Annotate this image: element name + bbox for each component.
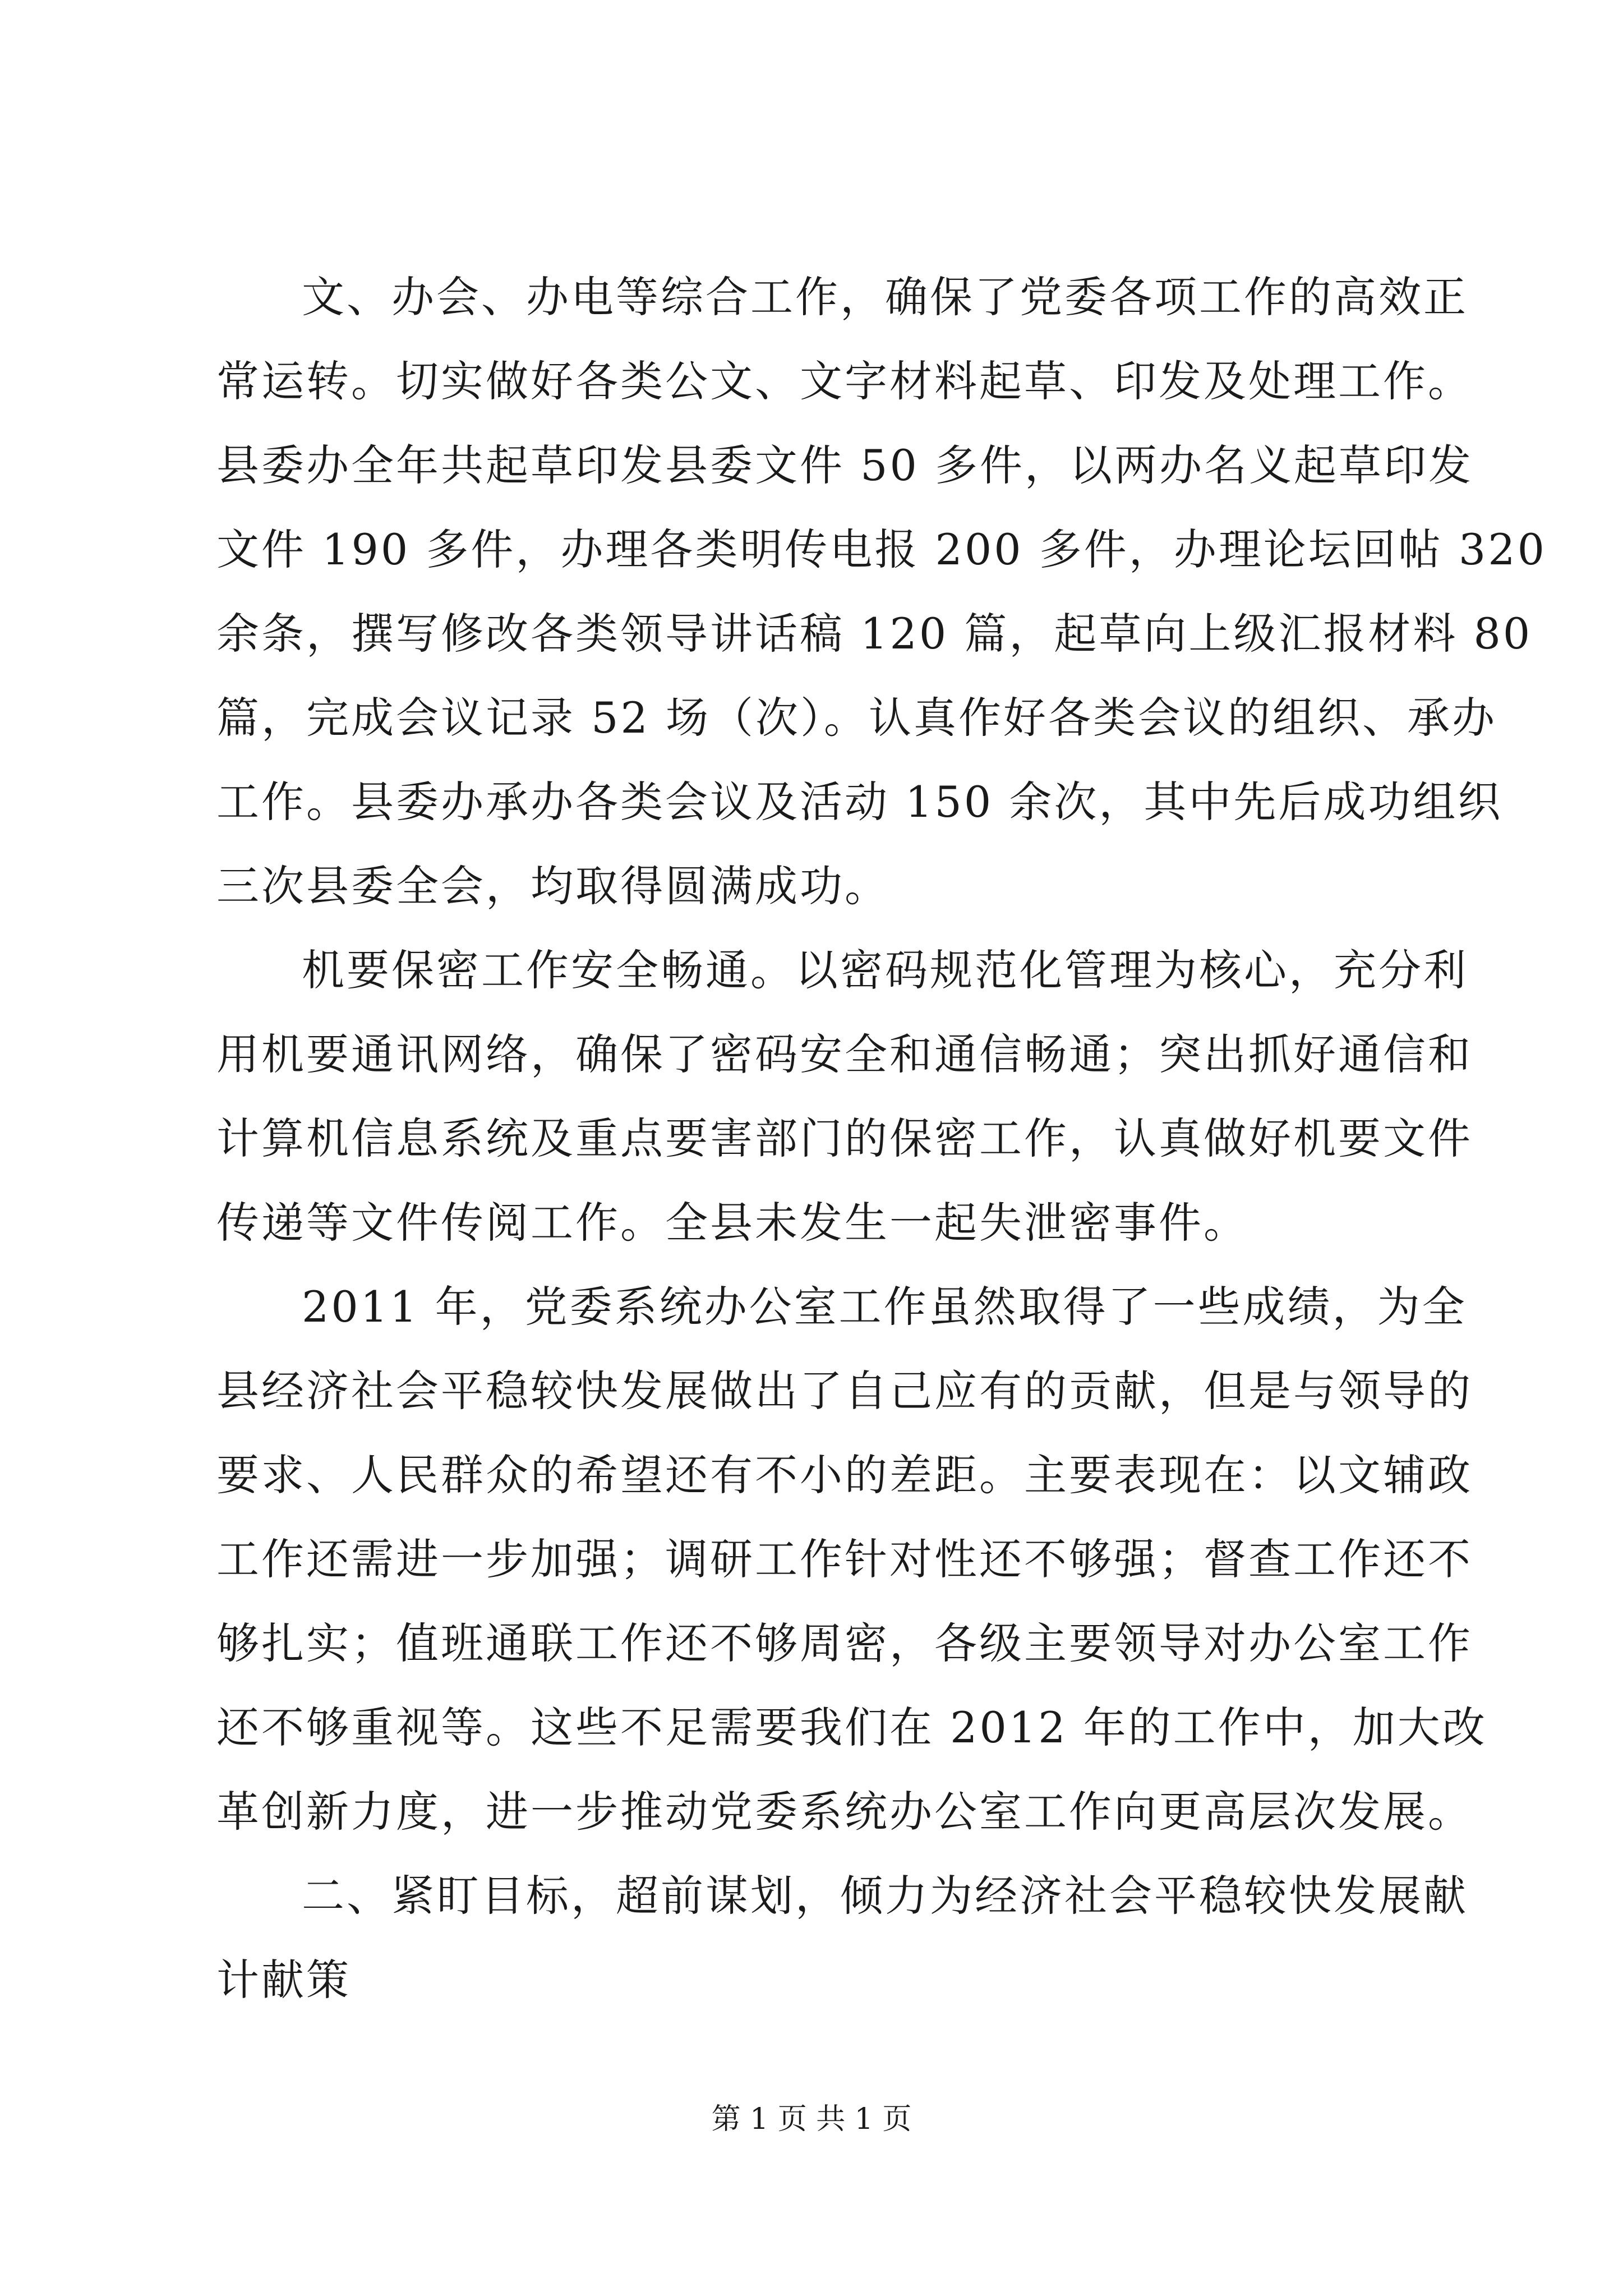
text-line: 文、办会、办电等综合工作，确保了党委各项工作的高效正 <box>302 272 1468 322</box>
text-line: 文件 190 多件，办理各类明传电报 200 多件，办理论坛回帖 320 <box>216 524 1547 574</box>
text-line: 余条，撰写修改各类领导讲话稿 120 篇，起草向上级汇报材料 80 <box>216 609 1533 659</box>
text-line: 县委办全年共起草印发县委文件 50 多件，以两办名义起草印发 <box>216 440 1474 490</box>
text-line: 机要保密工作安全畅通。以密码规范化管理为核心，充分利 <box>302 945 1468 995</box>
text-line: 革创新力度，进一步推动党委系统办公室工作向更高层次发展。 <box>216 1787 1473 1837</box>
text-line: 要求、人民群众的希望还有不小的差距。主要表现在：以文辅政 <box>216 1450 1473 1500</box>
text-line: 用机要通讯网络，确保了密码安全和通信畅通；突出抓好通信和 <box>216 1029 1473 1079</box>
text-line: 计献策 <box>216 1955 351 2005</box>
text-line: 工作。县委办承办各类会议及活动 150 余次，其中先后成功组织 <box>216 777 1503 827</box>
text-line: 还不够重视等。这些不足需要我们在 2012 年的工作中，加大改 <box>216 1703 1487 1752</box>
paragraph-confidential-work <box>216 928 1473 1265</box>
text-line: 县经济社会平稳较快发展做出了自己应有的贡献，但是与领导的 <box>216 1366 1473 1416</box>
paragraph-office-work <box>216 255 1547 928</box>
text-line: 篇，完成会议记录 52 场（次）。认真作好各类会议的组织、承办 <box>216 693 1497 743</box>
text-line: 三次县委全会，均取得圆满成功。 <box>216 861 889 911</box>
text-line: 二、紧盯目标，超前谋划，倾力为经济社会平稳较快发展献 <box>302 1871 1468 1921</box>
text-line: 工作还需进一步加强；调研工作针对性还不够强；督查工作还不 <box>216 1534 1473 1584</box>
page-footer: 第 1 页 共 1 页 <box>711 2102 912 2136</box>
section-heading-two <box>216 1854 1468 2022</box>
text-line: 够扎实；值班通联工作还不够周密，各级主要领导对办公室工作 <box>216 1618 1473 1668</box>
document-body <box>216 255 1547 2022</box>
text-line: 2011 年，党委系统办公室工作虽然取得了一些成绩，为全 <box>302 1282 1467 1332</box>
text-line: 传递等文件传阅工作。全县未发生一起失泄密事件。 <box>216 1198 1248 1248</box>
paragraph-shortcomings <box>216 1265 1487 1854</box>
text-line: 常运转。切实做好各类公文、文字材料起草、印发及处理工作。 <box>216 356 1473 406</box>
text-line: 计算机信息系统及重点要害部门的保密工作，认真做好机要文件 <box>216 1114 1473 1163</box>
